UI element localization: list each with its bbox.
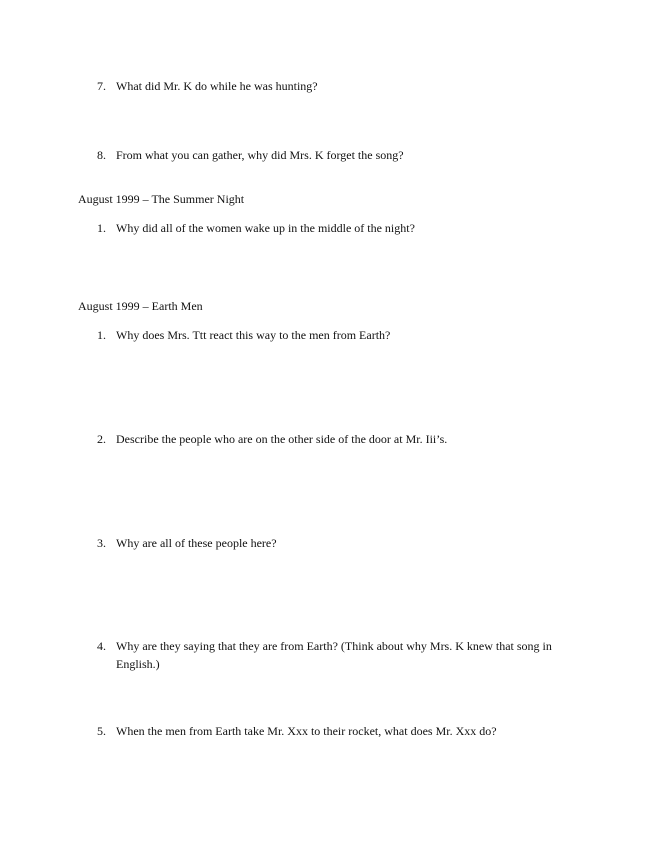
question-text: Why did all of the women wake up in the middle of the night? — [116, 221, 415, 235]
earth-men-question-3 — [97, 534, 597, 552]
question-number: 7. — [97, 79, 106, 93]
question-text: Why are they saying that they are from Earth? (Think about why Mrs. K knew that song in English.) — [116, 639, 552, 671]
question-text: When the men from Earth take Mr. Xxx to their rocket, what does Mr. Xxx do? — [116, 724, 497, 738]
earth-men-question-4 — [97, 637, 587, 673]
question-text: From what you can gather, why did Mrs. K forget the song? — [116, 148, 404, 162]
question-number: 1. — [97, 328, 106, 342]
question-number: 3. — [97, 536, 106, 550]
question-text: Why does Mrs. Ttt react this way to the men from Earth? — [116, 328, 391, 342]
question-number: 4. — [97, 639, 106, 653]
earth-men-question-1 — [97, 326, 597, 344]
summer-night-question-1 — [97, 219, 597, 237]
question-text: What did Mr. K do while he was hunting? — [116, 79, 318, 93]
question-number: 5. — [97, 724, 106, 738]
question-text: Why are all of these people here? — [116, 536, 277, 550]
question-number: 1. — [97, 221, 106, 235]
question-number: 2. — [97, 432, 106, 446]
question-7 — [97, 77, 597, 95]
question-text: Describe the people who are on the other side of the door at Mr. Iii’s. — [116, 432, 448, 446]
question-number: 8. — [97, 148, 106, 162]
section-heading-earth-men: August 1999 – Earth Men — [78, 299, 203, 313]
question-8 — [97, 146, 597, 164]
earth-men-question-2 — [97, 430, 597, 448]
earth-men-question-5 — [97, 722, 597, 740]
section-heading-summer-night: August 1999 – The Summer Night — [78, 192, 245, 206]
